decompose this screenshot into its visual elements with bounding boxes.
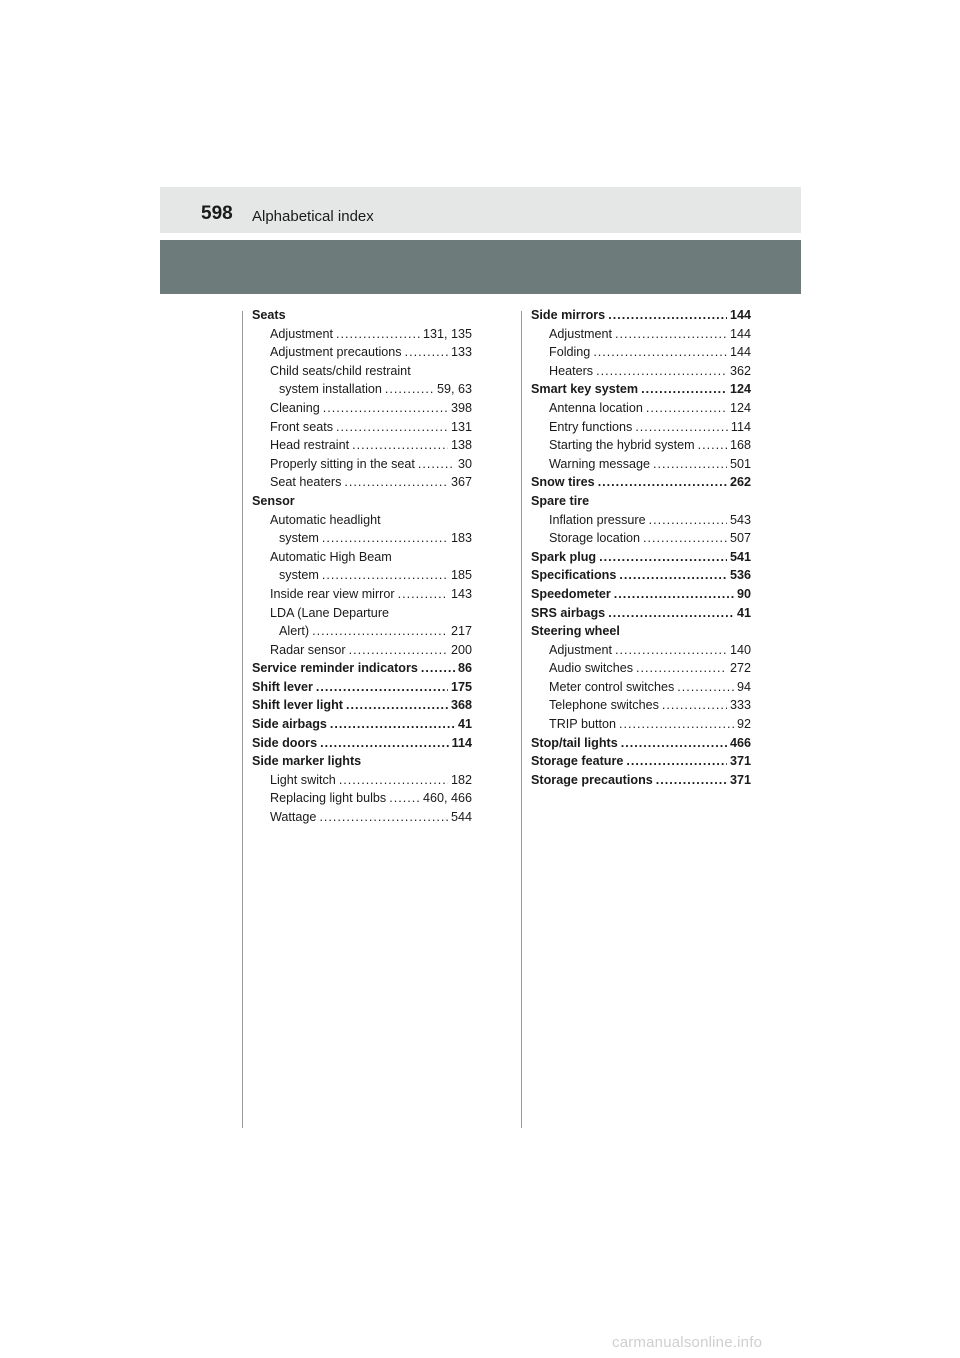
index-entry-label: Side mirrors	[531, 308, 606, 322]
index-entry-page: 143	[450, 586, 472, 601]
index-entry	[252, 362, 472, 381]
index-entry-page: 92	[736, 717, 751, 732]
dot-leader	[653, 455, 727, 474]
dot-leader	[619, 566, 727, 585]
index-entry-page: 507	[729, 531, 751, 546]
dot-leader	[336, 418, 448, 437]
index-column-left	[252, 306, 472, 827]
index-entry	[252, 715, 472, 734]
index-entry-label: Telephone switches	[549, 698, 659, 713]
index-entry-label: Storage location	[549, 531, 641, 546]
index-entry	[531, 529, 751, 548]
dot-leader	[418, 455, 455, 474]
index-entry-page: 362	[729, 363, 751, 378]
index-entry-page: 544	[450, 810, 472, 825]
dot-leader	[615, 325, 727, 344]
index-entry-page: 133	[450, 345, 472, 360]
index-entry	[531, 678, 751, 697]
index-entry-label: Radar sensor	[270, 642, 346, 657]
dot-leader	[598, 473, 727, 492]
index-entry-label: Child seats/child restraint	[270, 363, 411, 378]
index-entry	[531, 325, 751, 344]
dot-leader	[615, 641, 727, 660]
dot-leader	[619, 715, 734, 734]
index-entry-label: Cleaning	[270, 400, 320, 415]
page-number: 598	[201, 203, 233, 224]
index-entry-page: 466	[729, 735, 751, 750]
dot-leader	[322, 566, 448, 585]
dot-leader	[405, 343, 448, 362]
dot-leader	[593, 343, 727, 362]
index-entry-page: 371	[729, 772, 751, 787]
index-entry	[252, 604, 472, 623]
index-entry-page: 185	[450, 568, 472, 583]
index-entry-page: 131, 135	[422, 326, 472, 341]
index-entry	[252, 641, 472, 660]
index-entry	[252, 789, 472, 808]
index-entry	[531, 752, 751, 771]
index-entry	[531, 343, 751, 362]
index-entry	[252, 399, 472, 418]
left-column-rule	[242, 311, 243, 1128]
index-entry	[252, 455, 472, 474]
index-entry-label: Side marker lights	[252, 754, 362, 769]
index-entry-page: 262	[729, 475, 751, 490]
index-entry-page: 41	[736, 605, 751, 620]
index-entry-label: LDA (Lane Departure	[270, 605, 390, 620]
index-entry-label: Sensor	[252, 493, 295, 508]
index-entry-label: system	[279, 568, 319, 583]
index-entry-label: Stop/tail lights	[531, 735, 618, 750]
dot-leader	[608, 306, 727, 325]
index-entry-page: 541	[729, 549, 751, 564]
index-entry-label: Antenna location	[549, 400, 643, 415]
index-entry	[531, 380, 751, 399]
index-entry-label: system	[279, 531, 319, 546]
index-entry-label: Automatic headlight	[270, 512, 381, 527]
index-entry-label: Properly sitting in the seat	[270, 456, 415, 471]
index-entry-page: 41	[457, 717, 472, 732]
dot-leader	[646, 399, 727, 418]
dot-leader	[344, 473, 448, 492]
dot-leader	[312, 622, 448, 641]
index-entry-page: 272	[729, 661, 751, 676]
index-entry-label: Adjustment	[549, 642, 612, 657]
index-entry-label: Front seats	[270, 419, 333, 434]
index-entry-label: Seat heaters	[270, 475, 342, 490]
index-entry-page: 114	[451, 735, 472, 750]
index-entry	[531, 399, 751, 418]
index-entry-page: 114	[730, 419, 751, 434]
index-entry-page: 368	[450, 698, 472, 713]
dot-leader	[322, 529, 448, 548]
index-entry	[252, 771, 472, 790]
index-entry-label: SRS airbags	[531, 605, 606, 620]
index-column-right	[531, 306, 751, 789]
right-column-rule	[521, 311, 522, 1128]
index-entry	[252, 343, 472, 362]
index-entry-label: Meter control switches	[549, 679, 675, 694]
index-entry-page: 94	[736, 679, 751, 694]
dot-leader	[635, 418, 728, 437]
index-entry-page: 536	[729, 568, 751, 583]
index-entry	[252, 548, 472, 567]
index-entry	[252, 696, 472, 715]
dot-leader	[698, 436, 727, 455]
dot-leader	[316, 678, 448, 697]
index-entry	[531, 492, 751, 511]
dot-leader	[398, 585, 448, 604]
index-entry-page: 200	[450, 642, 472, 657]
index-entry-page: 543	[729, 512, 751, 527]
index-entry	[531, 771, 751, 790]
index-entry	[252, 529, 472, 548]
index-entry-label: TRIP button	[549, 717, 616, 732]
index-entry	[531, 641, 751, 660]
dot-leader	[352, 436, 448, 455]
dot-leader	[421, 659, 455, 678]
dot-leader	[596, 362, 727, 381]
dot-leader	[346, 696, 448, 715]
index-entry-label: Spare tire	[531, 493, 590, 508]
index-entry-page: 367	[450, 475, 472, 490]
index-entry	[531, 436, 751, 455]
index-entry-label: Wattage	[270, 810, 317, 825]
index-entry-page: 138	[450, 438, 472, 453]
index-entry	[252, 808, 472, 827]
index-entry-label: Starting the hybrid system	[549, 438, 695, 453]
index-entry	[531, 548, 751, 567]
index-entry-label: Spark plug	[531, 549, 597, 564]
index-entry-page: 30	[457, 456, 472, 471]
index-entry	[531, 622, 751, 641]
index-entry	[531, 473, 751, 492]
index-entry-label: Shift lever light	[252, 698, 343, 713]
dot-leader	[323, 399, 448, 418]
index-entry-label: Adjustment precautions	[270, 345, 402, 360]
dot-leader	[614, 585, 734, 604]
index-entry-page: 182	[450, 772, 472, 787]
index-entry	[252, 418, 472, 437]
page-title: Alphabetical index	[252, 208, 374, 225]
index-entry	[252, 325, 472, 344]
index-entry	[252, 566, 472, 585]
index-entry-label: Light switch	[270, 772, 336, 787]
index-entry-label: Adjustment	[549, 326, 612, 341]
index-entry-page: 398	[450, 400, 472, 415]
dot-leader	[641, 380, 727, 399]
index-entry-page: 371	[729, 754, 751, 769]
index-entry-page: 90	[736, 586, 751, 601]
index-entry-label: Inflation pressure	[549, 512, 646, 527]
index-entry	[252, 752, 472, 771]
index-entry	[531, 511, 751, 530]
index-entry	[531, 418, 751, 437]
dot-leader	[339, 771, 448, 790]
index-entry-label: Audio switches	[549, 661, 633, 676]
index-entry	[252, 306, 472, 325]
index-entry-label: Heaters	[549, 363, 594, 378]
dot-leader	[626, 752, 727, 771]
dot-leader	[385, 380, 434, 399]
index-entry-label: Steering wheel	[531, 624, 620, 639]
index-entry-page: 124	[729, 400, 751, 415]
index-entry	[531, 734, 751, 753]
index-entry-page: 175	[450, 679, 472, 694]
index-entry-label: Shift lever	[252, 679, 313, 694]
index-entry-label: system installation	[279, 382, 382, 397]
index-entry-label: Seats	[252, 308, 286, 322]
index-entry-label: Automatic High Beam	[270, 549, 392, 564]
dot-leader	[389, 789, 420, 808]
index-entry-label: Specifications	[531, 568, 617, 583]
index-entry	[531, 566, 751, 585]
index-entry	[531, 306, 751, 325]
dot-leader	[677, 678, 734, 697]
dot-leader	[336, 325, 420, 344]
section-band	[160, 240, 801, 294]
watermark: carmanualsonline.info	[612, 1334, 763, 1351]
index-entry-label: Head restraint	[270, 438, 350, 453]
dot-leader	[643, 529, 727, 548]
dot-leader	[330, 715, 455, 734]
index-entry-label: Speedometer	[531, 586, 611, 601]
index-entry	[252, 380, 472, 399]
index-entry-label: Entry functions	[549, 419, 633, 434]
dot-leader	[649, 511, 727, 530]
dot-leader	[599, 548, 727, 567]
index-entry	[252, 734, 472, 753]
index-entry-page: 333	[729, 698, 751, 713]
index-entry-page: 131	[450, 419, 472, 434]
index-entry-page: 460, 466	[422, 791, 472, 806]
index-entry-label: Alert)	[279, 624, 310, 639]
index-entry-label: Side doors	[252, 735, 318, 750]
index-entry-page: 217	[450, 624, 472, 639]
index-entry	[252, 659, 472, 678]
index-entry-label: Folding	[549, 345, 591, 360]
index-entry	[252, 585, 472, 604]
index-entry-label: Smart key system	[531, 382, 639, 397]
index-entry	[252, 678, 472, 697]
index-entry-page: 183	[450, 531, 472, 546]
index-entry	[252, 436, 472, 455]
index-entry	[531, 659, 751, 678]
dot-leader	[320, 734, 449, 753]
index-entry	[252, 492, 472, 511]
dot-leader	[656, 771, 727, 790]
index-entry	[531, 585, 751, 604]
index-entry	[531, 715, 751, 734]
index-entry	[531, 604, 751, 623]
index-entry-page: 59, 63	[436, 382, 472, 397]
index-entry	[531, 696, 751, 715]
dot-leader	[636, 659, 727, 678]
index-entry-label: Replacing light bulbs	[270, 791, 387, 806]
dot-leader	[621, 734, 727, 753]
index-entry-label: Adjustment	[270, 326, 333, 341]
index-entry-page: 501	[729, 456, 751, 471]
dot-leader	[662, 696, 727, 715]
index-entry-label: Snow tires	[531, 475, 595, 490]
index-entry-label: Side airbags	[252, 717, 327, 732]
index-entry-label: Inside rear view mirror	[270, 586, 395, 601]
index-entry-page: 86	[457, 661, 472, 676]
index-entry	[252, 622, 472, 641]
dot-leader	[349, 641, 448, 660]
index-entry	[531, 362, 751, 381]
dot-leader	[319, 808, 448, 827]
index-entry	[531, 455, 751, 474]
index-entry-page: 144	[729, 345, 751, 360]
index-entry-label: Service reminder indicators	[252, 661, 418, 676]
index-entry-page: 144	[729, 326, 751, 341]
index-entry-label: Storage feature	[531, 754, 624, 769]
index-entry	[252, 473, 472, 492]
index-entry-page: 144	[729, 308, 751, 322]
index-entry-page: 140	[729, 642, 751, 657]
index-entry-page: 124	[729, 382, 751, 397]
index-entry-label: Storage precautions	[531, 772, 653, 787]
index-entry-page: 168	[729, 438, 751, 453]
index-entry	[252, 511, 472, 530]
index-entry-label: Warning message	[549, 456, 651, 471]
dot-leader	[608, 604, 734, 623]
